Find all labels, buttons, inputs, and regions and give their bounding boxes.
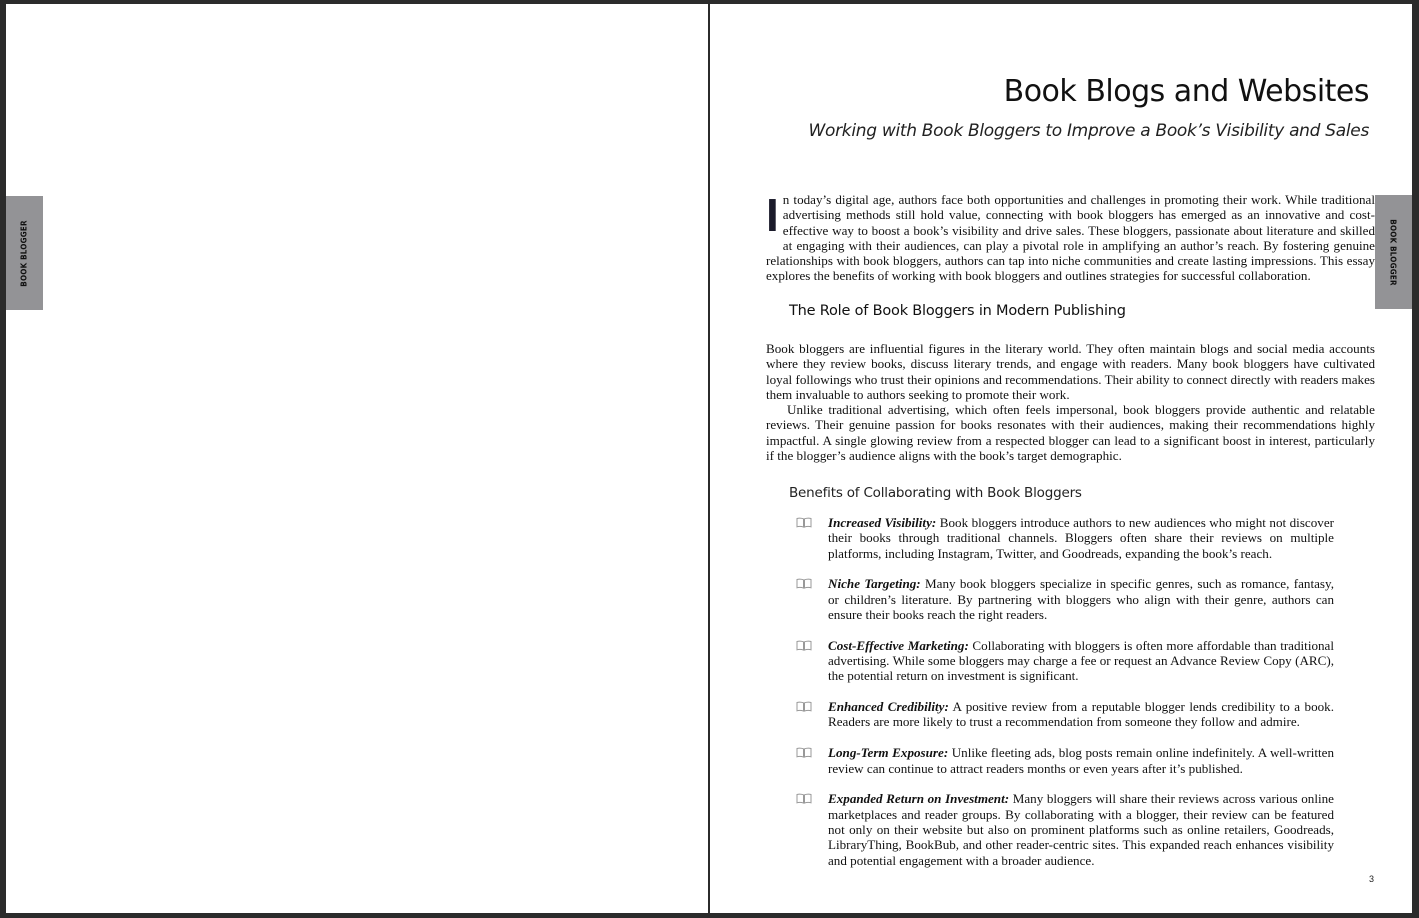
- item-text: Many book bloggers specialize in specific genres, such as romance, fantasy, or children’s literature. By partnering with bloggers who align with their genre, authors can ensure their books reach the right readers.: [828, 576, 1334, 622]
- list-item: [796, 576, 1334, 622]
- item-term: Cost-Effective Marketing:: [828, 637, 969, 653]
- item-text: Book bloggers introduce authors to new audiences who might not discover their books through traditional channels. Bloggers often share their reviews on multiple platforms, including Instagram, Twitter, and Goodreads, expanding the book’s reach.: [828, 515, 1334, 561]
- item-text: Collaborating with bloggers is often more affordable than traditional advertising. While some bloggers may charge a fee or request an Advance Review Copy (ARC), the potential return on investment is significant.: [828, 637, 1335, 684]
- side-tab: [6, 196, 43, 310]
- page-number: 3: [1368, 874, 1374, 884]
- book-icon: [796, 700, 812, 711]
- list-item: [796, 515, 1334, 561]
- list-item: [796, 791, 1334, 867]
- item-text: Unlike fleeting ads, blog posts remain online indefinitely. A well-written review can continue to attract readers months or even years after it’s published.: [828, 745, 1334, 776]
- book-icon: [796, 746, 812, 757]
- intro-paragraph: [766, 189, 1375, 284]
- section-heading: The Role of Book Bloggers in Modern Publishing: [789, 303, 1126, 319]
- item-text: Many bloggers will share their reviews across various online marketplaces and reader groups. By collaborating with a blogger, their review can be featured not only on their website but also on prominent platforms such as online retailers, Goodreads, LibraryThing, BookBub, and other reader-centric sites. This expanded reach enhances visibility and potential engagement with a broader audience.: [828, 791, 1334, 868]
- paragraph: Unlike traditional advertising, which often feels impersonal, book bloggers provide authentic and relatable reviews. Their genuine passion for books resonates with their audiences, making their recommendations highly impactful. A single glowing review from a respected blogger can lead to a significant boost in interest, particularly if the blogger’s audience aligns with the book’s target demographic.: [766, 402, 1375, 464]
- side-tab-label: BOOK BLOGGER: [20, 219, 30, 287]
- item-term: Niche Targeting:: [828, 576, 921, 592]
- left-page: [6, 4, 708, 913]
- section-body: [766, 341, 1375, 463]
- list-item: [796, 699, 1334, 730]
- side-tab: [1375, 195, 1412, 309]
- subsection-heading: Benefits of Collaborating with Book Bloggers: [789, 485, 1082, 501]
- book-icon: [796, 639, 812, 650]
- item-term: Increased Visibility:: [828, 515, 937, 530]
- paragraph: Book bloggers are influential figures in the literary world. They often maintain blogs and social media accounts where they review books, discuss literary trends, and engage with readers. Many book bloggers have cultivated loyal followings who trust their opinions and recommendations. Their ability to connect directly with readers makes them invaluable to authors seeking to promote their work.: [766, 341, 1375, 402]
- list-item: [796, 745, 1334, 776]
- item-term: Long-Term Exposure:: [828, 745, 949, 761]
- benefits-list: [796, 515, 1334, 883]
- book-icon: [796, 577, 812, 588]
- item-text: A positive review from a reputable blogger lends credibility to a book. Readers are more likely to trust a recommendation from someone they follow and admire.: [828, 699, 1334, 730]
- drop-cap: I: [766, 189, 779, 241]
- book-icon: [796, 792, 812, 803]
- book-icon: [796, 516, 812, 527]
- item-term: Enhanced Credibility:: [828, 699, 949, 715]
- right-page: [710, 4, 1412, 913]
- side-tab-label: BOOK BLOGGER: [1389, 218, 1399, 286]
- item-term: Expanded Return on Investment:: [828, 791, 1010, 807]
- page-subtitle: Working with Book Bloggers to Improve a Book’s Visibility and Sales: [808, 121, 1369, 141]
- intro-text: n today’s digital age, authors face both opportunities and challenges in promoting their work. While traditional advertising methods still hold value, connecting with book bloggers has emerged as an innovative and cost-effective way to boost a book’s visibility and drive sales. These bloggers, passionate about literature and skilled at engaging with their audiences, can play a pivotal role in amplifying an author’s reach. By fostering genuine relationships with book bloggers, authors can tap into niche communities and create lasting impressions. This essay explores the benefits of working with book bloggers and outlines strategies for successful collaboration.: [766, 192, 1375, 284]
- page-title: Book Blogs and Websites: [1003, 74, 1369, 109]
- list-item: [796, 638, 1334, 684]
